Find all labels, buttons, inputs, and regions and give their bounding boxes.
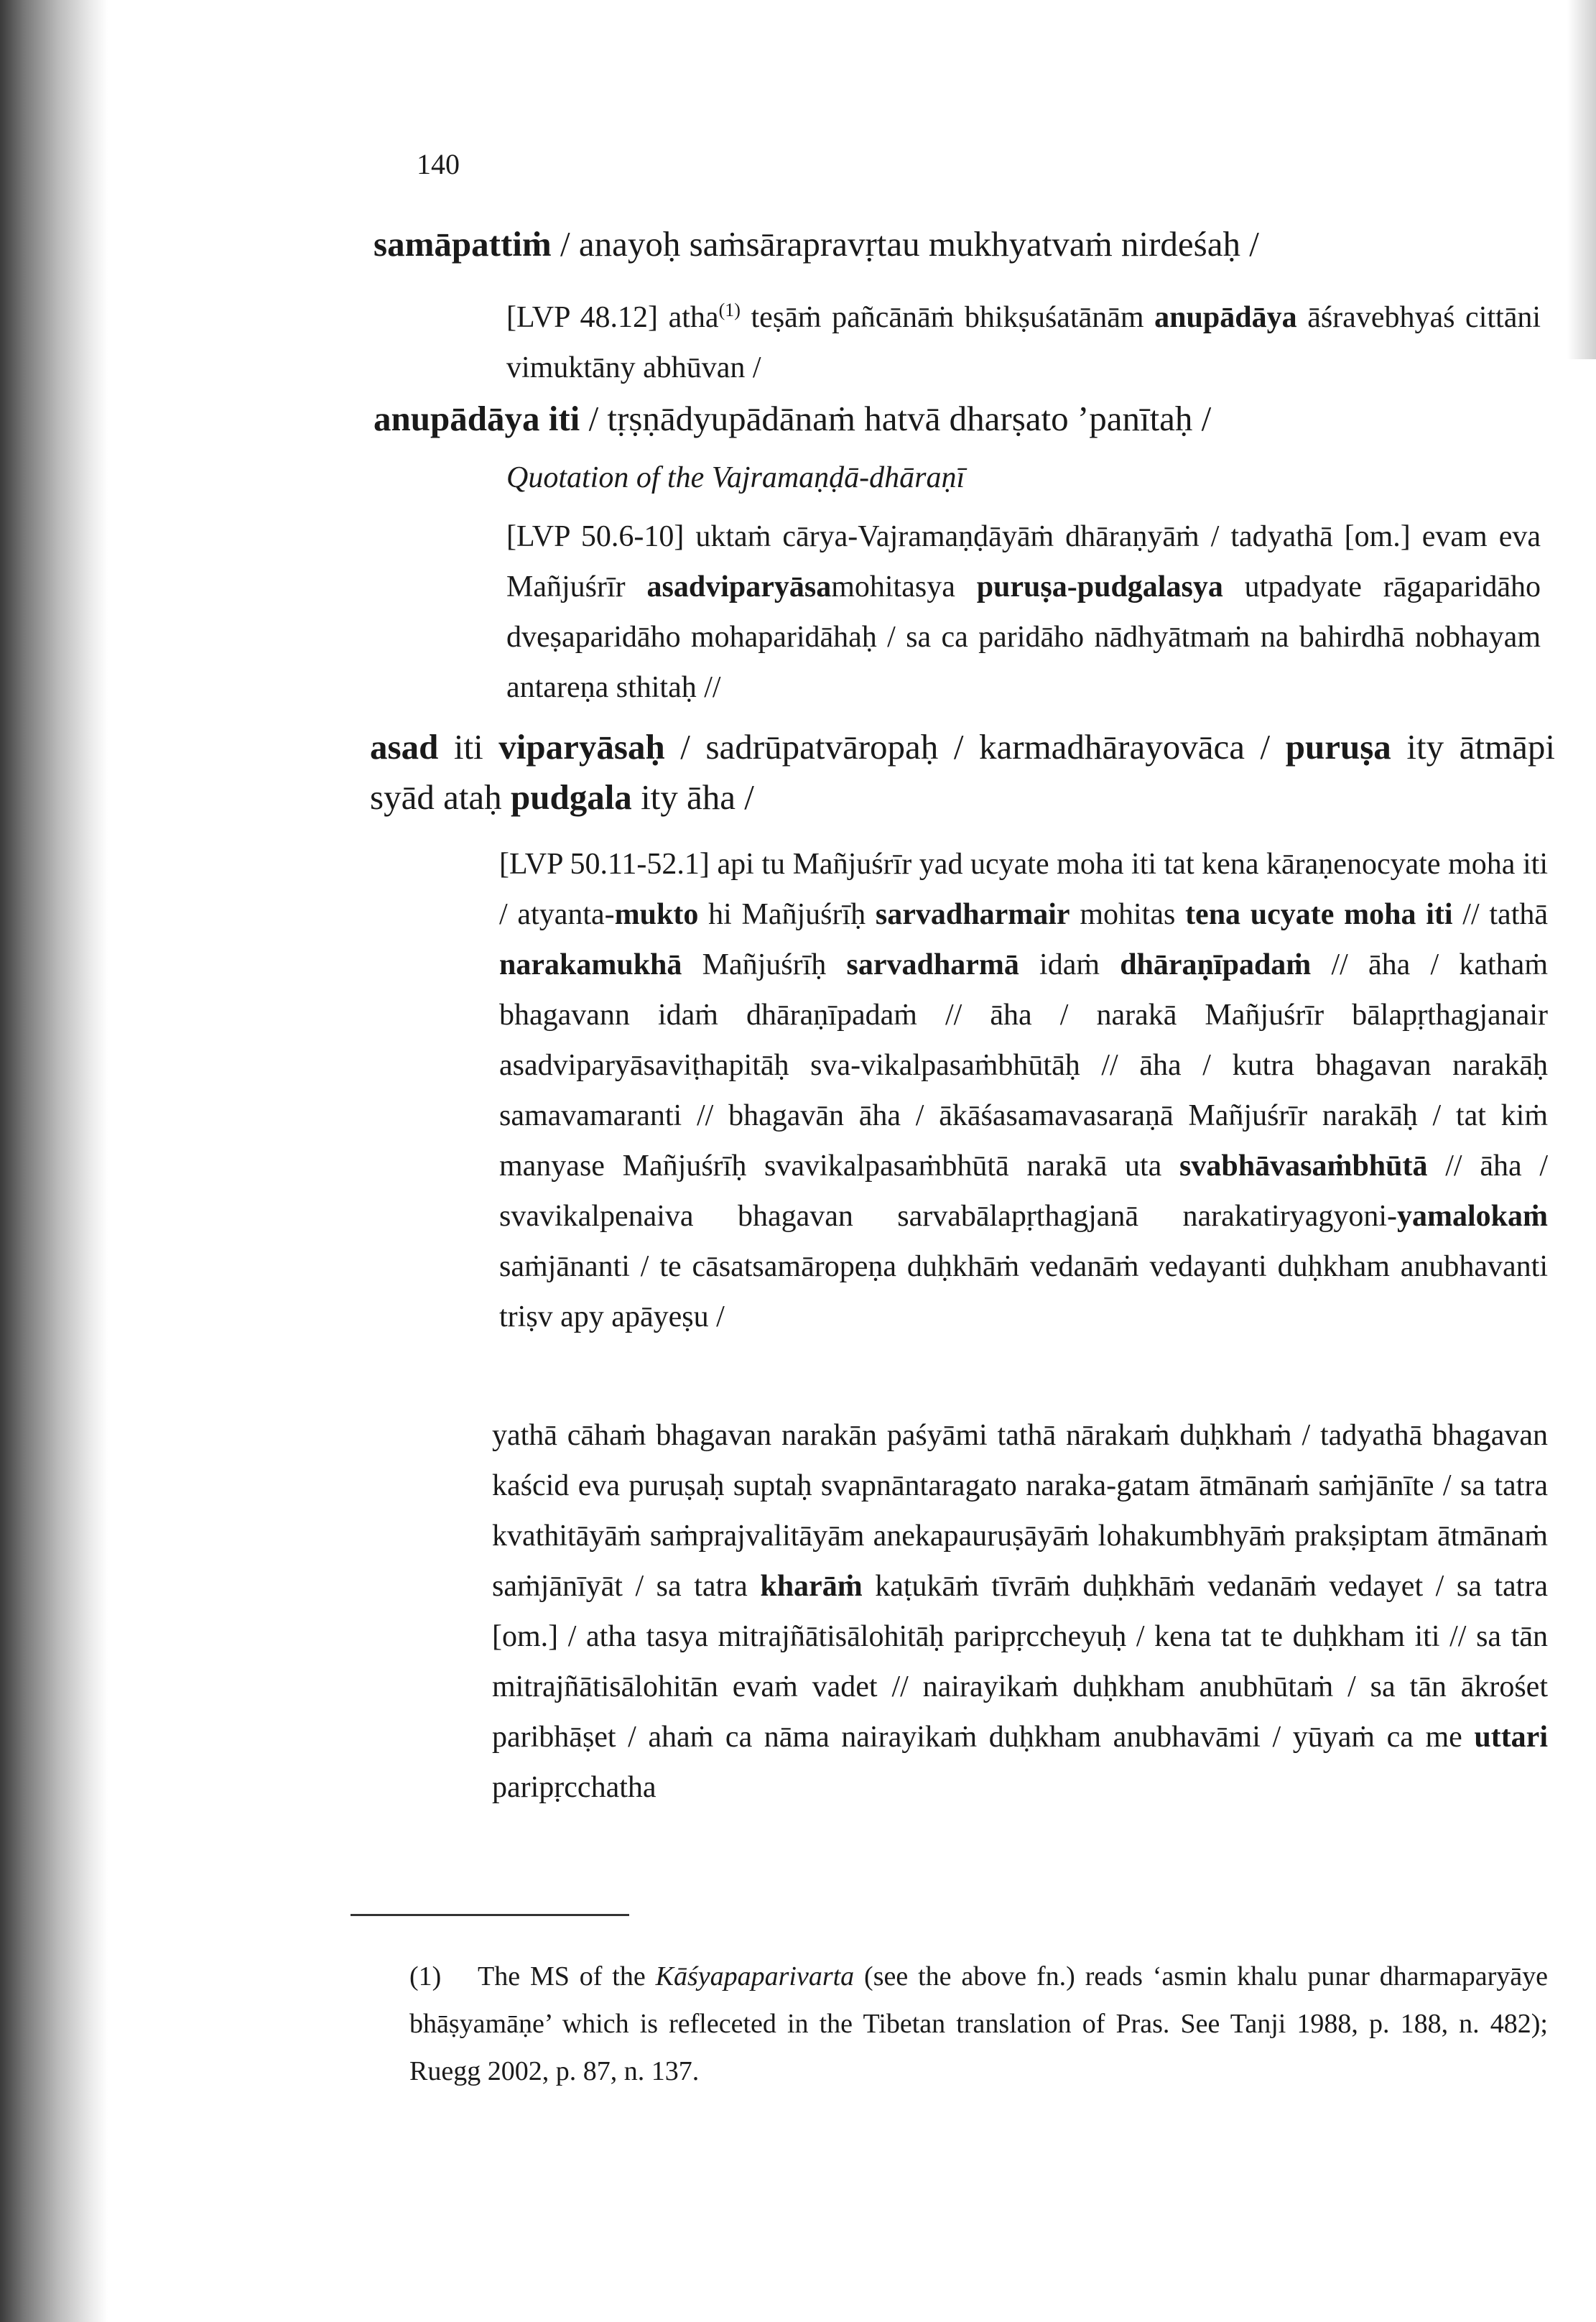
quote-text: yathā cāhaṁ bhagavan narakān paśyāmi tathā nārakaṁ duḥkhaṁ / tadyathā bhagavan kaścid eva puruṣaḥ suptaḥ svapnāntaragato naraka-gatam ātmānaṁ saṁjānīte / sa tatra kvathitāyāṁ saṁprajvalitāyām anekapauruṣāyāṁ lohakumbhyāṁ prakṣiptam ātmānaṁ saṁjānīyāt / sa tatra xyxy=(492,1419,1548,1603)
headword: anupādāya xyxy=(1154,301,1297,334)
paragraph-text: / sadrūpatvāropaḥ / karmadhārayovāca / xyxy=(664,727,1286,767)
footnote-title: Kāśyapaparivarta xyxy=(655,1961,855,1992)
headword: mukto xyxy=(614,898,699,931)
quote-text: teṣāṁ pañcānāṁ bhikṣuśatānām xyxy=(740,301,1155,334)
paragraph-text: / anayoḥ saṁsārapravṛtau mukhyatvaṁ nirdeśaḥ / xyxy=(551,224,1259,264)
footnote-number: (1) xyxy=(409,1961,442,1992)
headword: kharāṁ xyxy=(760,1570,863,1603)
headword: puruṣa xyxy=(1285,727,1391,767)
headword: sarvadharmair xyxy=(875,898,1070,931)
quotation-heading: Quotation of the Vajramaṇḍā-dhāraṇī xyxy=(506,461,965,494)
quote-text: āśravebhyaś cittāni vimuktāny abhūvan / xyxy=(506,301,1541,384)
quotation-lvp-48 xyxy=(506,285,1541,393)
quote-text: utpadyate rāgaparidāho dveṣaparidāho mohaparidāhaḥ / sa ca paridāho nādhyātmaṁ na bahirdhā nobhayam antareṇa sthitaḥ // xyxy=(506,570,1541,704)
headword: dhāraṇīpadaṁ xyxy=(1120,948,1312,981)
headword: anupādāya iti xyxy=(374,399,580,438)
quote-text: // āha / svavikalpenaiva bhagavan sarvabālapṛthagjanā narakatiryagyoni- xyxy=(499,1150,1548,1233)
paragraph-text: / tṛṣṇādyupādānaṁ hatvā dharṣato ’panītaḥ / xyxy=(580,399,1212,438)
quote-text: hi Mañjuśrīḥ xyxy=(698,898,876,931)
quote-text: mohitas xyxy=(1070,898,1186,931)
quote-text: paripṛcchatha xyxy=(492,1771,657,1804)
footnote-text: The MS of the xyxy=(478,1961,656,1992)
quotation-lvp-50-6 xyxy=(506,512,1541,713)
headword: sarvadharmā xyxy=(846,948,1019,981)
footnote-text: (see the above fn.) reads ‘asmin khalu punar dharmaparyāye bhāṣyamāṇe’ which is refleceted in the Tibetan translation of Pras. See Tanji 1988, p. 188, n. 482); Ruegg 2002, p. 87, n. 137. xyxy=(409,1961,1548,2086)
paragraph-samapattim xyxy=(374,219,1465,269)
quote-text: Mañjuśrīḥ xyxy=(682,948,847,981)
paragraph-asad xyxy=(370,722,1555,823)
quote-text: [LVP 50.6-10] uktaṁ cārya-Vajramaṇḍāyāṁ dhāraṇyāṁ / tadyathā [om.] evam eva Mañjuśrīr xyxy=(506,520,1541,603)
headword: viparyāsaḥ xyxy=(498,727,665,767)
quote-text: [LVP 48.12] atha xyxy=(506,301,719,334)
scan-edge-shadow xyxy=(0,0,108,2322)
quote-text: kaṭukāṁ tīvrāṁ duḥkhāṁ vedanāṁ vedayet / sa tatra [om.] / atha tasya mitrajñātisālohitāḥ paripṛccheyuḥ / kena tat te duḥkham iti // sa tān mitrajñātisālohitān evaṁ vadet // nairayikaṁ duḥkham anubhūtaṁ / sa tān ākrośet paribhāṣet / ahaṁ ca nāma nairayikaṁ duḥkham anubhavāmi / yūyaṁ ca me xyxy=(492,1570,1548,1754)
quotation-continuation xyxy=(492,1410,1548,1813)
paragraph-text: ity ātmāpi syād ataḥ xyxy=(370,727,1555,817)
headword: svabhāvasaṁbhūtā xyxy=(1179,1150,1428,1183)
paragraph-anupadaya xyxy=(374,394,1494,444)
quote-text: idaṁ xyxy=(1019,948,1121,981)
quote-text: mohitasya xyxy=(831,570,977,603)
headword: asad xyxy=(370,727,439,767)
quote-text: saṁjānanti / te cāsatsamāropeṇa duḥkhāṁ vedanāṁ vedayanti duḥkham anubhavanti triṣv apy apāyeṣu / xyxy=(499,1250,1548,1333)
headword: narakamukhā xyxy=(499,948,682,981)
headword: tena ucyate moha iti xyxy=(1185,898,1453,931)
headword: uttari xyxy=(1474,1721,1548,1754)
paragraph-text: iti xyxy=(438,727,499,767)
headword: yamalokaṁ xyxy=(1397,1200,1548,1233)
headword: puruṣa-pudgalasya xyxy=(976,570,1223,603)
scan-edge-right-shadow xyxy=(1567,0,1596,359)
page-number: 140 xyxy=(417,148,460,180)
quote-text: [LVP 50.11-52.1] api tu Mañjuśrīr yad ucyate moha iti tat kena kāraṇenocyate moha iti / atyanta- xyxy=(499,848,1548,931)
headword: pudgala xyxy=(510,777,632,817)
quote-text: // āha / kathaṁ bhagavann idaṁ dhāraṇīpadaṁ // āha / narakā Mañjuśrīr bālapṛthagjanair asadviparyāsaviṭhapitāḥ sva-vikalpasaṁbhūtāḥ // āha / kutra bhagavan narakāḥ samavamaranti // bhagavān āha / ākāśasamavasaraṇā Mañjuśrīr narakāḥ / tat kiṁ manyase Mañjuśrīḥ svavikalpasaṁbhūtā narakā uta xyxy=(499,948,1548,1183)
footnote-1 xyxy=(409,1953,1548,2095)
footnote-marker: (1) xyxy=(718,300,741,320)
quote-text: // tathā xyxy=(1452,898,1548,931)
footnote-divider xyxy=(351,1914,629,1916)
paragraph-text: ity āha / xyxy=(631,777,754,817)
headword: samāpattiṁ xyxy=(374,224,552,264)
headword: asadviparyāsa xyxy=(646,570,832,603)
quotation-lvp-50-11 xyxy=(499,839,1548,1342)
